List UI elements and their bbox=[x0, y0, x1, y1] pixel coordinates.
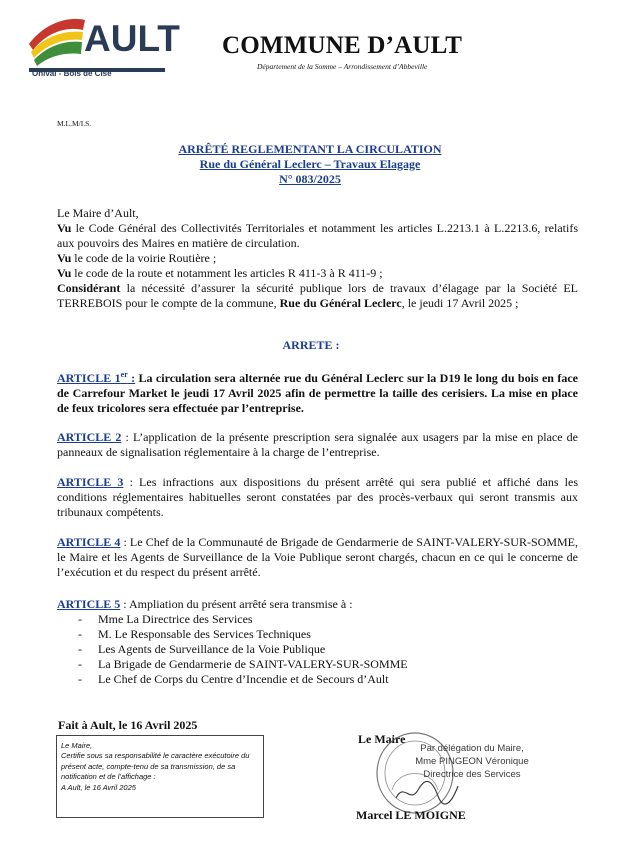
preamble-intro: Le Maire d’Ault, bbox=[57, 206, 139, 220]
logo-title: AULT bbox=[84, 18, 180, 59]
reference-initials: M.L.M/I.S. bbox=[57, 119, 92, 128]
considerant-street: Rue du Général Leclerc bbox=[279, 296, 402, 310]
article-2 bbox=[57, 430, 578, 460]
vu-text: le Code Général des Collectivités Territoriales et notamment les articles L.2213.1 à L.2213.6, relatifs aux pouvoirs des Maires en matière de circulation. bbox=[57, 221, 578, 250]
vu-voirie bbox=[57, 251, 578, 266]
delegation-stamp bbox=[392, 742, 552, 781]
preamble bbox=[57, 206, 578, 311]
commune-title: COMMUNE D’AULT bbox=[222, 32, 463, 59]
article-1-label bbox=[57, 371, 135, 385]
considerant-label: Considérant bbox=[57, 281, 121, 295]
recipient-item: - Le Chef de Corps du Centre d’Incendie et de Secours d’Ault bbox=[78, 672, 558, 687]
article-3 bbox=[57, 475, 578, 520]
article-5-label: ARTICLE 5 bbox=[57, 597, 121, 611]
stamp-line: Mme PINGEON Véronique bbox=[415, 756, 529, 767]
article-1-text: La circulation sera alternée rue du Général Leclerc sur la D19 le long du bois en face de Carrefour Market le jeudi 17 Avril 2025 afin de permettre la taille des cerisiers. La mise en place de feux tricolores sera effectuée par l’entreprise. bbox=[57, 371, 578, 415]
arrete-title-line2: Rue du Général Leclerc – Travaux Elagage bbox=[199, 157, 421, 171]
article-4-text: : Le Chef de la Communauté de Brigade de Gendarmerie de SAINT-VALERY-SUR-SOMME, le Maire et les Agents de Surveillance de la Voie Publique seront chargés, chacun en ce qui le concerne de l’exécution et du respect du présent arrêté. bbox=[57, 535, 578, 579]
article-1-label-text: ARTICLE 1 bbox=[57, 371, 121, 385]
article-4 bbox=[57, 535, 578, 580]
arrete-title-line1: ARRÊTÉ REGLEMENTANT LA CIRCULATION bbox=[178, 142, 442, 156]
recipients-list bbox=[78, 612, 558, 687]
article-1-colon: : bbox=[127, 371, 136, 385]
article-3-label: ARTICLE 3 bbox=[57, 475, 124, 489]
fait-a-ault: Fait à Ault, le 16 Avril 2025 bbox=[58, 718, 198, 732]
vu-route bbox=[57, 266, 578, 281]
vu-text: le code de la route et notamment les articles R 411-3 à R 411-9 ; bbox=[71, 266, 383, 280]
article-2-text: : L’application de la présente prescription sera signalée aux usagers par la mise en place de panneaux de signalisation réglementaire à la charge de l’entreprise. bbox=[57, 430, 579, 459]
vu-ccgt bbox=[57, 221, 578, 251]
article-3-text: : Les infractions aux dispositions du présent arrêté qui sera publié et affiché dans les conditions réglementaires habituelles seront constatées par des procès-verbaux qui seront transmis aux tribunaux compétents. bbox=[57, 475, 579, 519]
certification-text: Le Maire, Certifie sous sa responsabilité le caractère exécutoire du présent acte, compte-tenu de sa transmission, de sa notification et de l’affichage : A Ault, le 16 Avril 2025 bbox=[61, 741, 250, 792]
article-2-label: ARTICLE 2 bbox=[57, 430, 122, 444]
considerant-date: , le jeudi 17 Avril 2025 ; bbox=[401, 296, 519, 310]
article-1-sup: er bbox=[120, 370, 128, 379]
recipient-item: - M. Le Responsable des Services Techniques bbox=[78, 627, 558, 642]
logo-subtitle: Onival - Bois de Cise bbox=[32, 69, 112, 78]
article-5 bbox=[57, 597, 578, 612]
article-5-text: : Ampliation du présent arrêté sera transmise à : bbox=[120, 597, 353, 611]
considerant bbox=[57, 281, 578, 311]
arrete-heading: ARRETE : bbox=[282, 338, 340, 352]
article-1 bbox=[57, 367, 578, 416]
maire-label: Le Maire bbox=[358, 732, 406, 746]
department-line: Département de la Somme – Arrondissement d’Abbeville bbox=[257, 62, 428, 71]
article-4-label: ARTICLE 4 bbox=[57, 535, 121, 549]
arrete-number: N° 083/2025 bbox=[279, 172, 341, 186]
considerant-text: la nécessité d’assurer la sécurité publique lors de travaux d’élagage par la Société EL TERREBOIS pour le compte de la commune, bbox=[57, 281, 578, 310]
vu-label: Vu bbox=[57, 251, 72, 265]
vu-text: le code de la voirie Routière ; bbox=[71, 251, 217, 265]
maire-name: Marcel LE MOIGNE bbox=[356, 808, 466, 822]
vu-label: Vu bbox=[57, 266, 72, 280]
stamp-line: Directrice des Services bbox=[423, 769, 521, 780]
stamp-line: Par délégation du Maire, bbox=[420, 743, 524, 754]
recipient-item: - La Brigade de Gendarmerie de SAINT-VALERY-SUR-SOMME bbox=[78, 657, 558, 672]
recipient-item: - Mme La Directrice des Services bbox=[78, 612, 558, 627]
signature-scribble bbox=[392, 778, 462, 806]
recipient-item: - Les Agents de Surveillance de la Voie Publique bbox=[78, 642, 558, 657]
vu-label: Vu bbox=[57, 221, 72, 235]
